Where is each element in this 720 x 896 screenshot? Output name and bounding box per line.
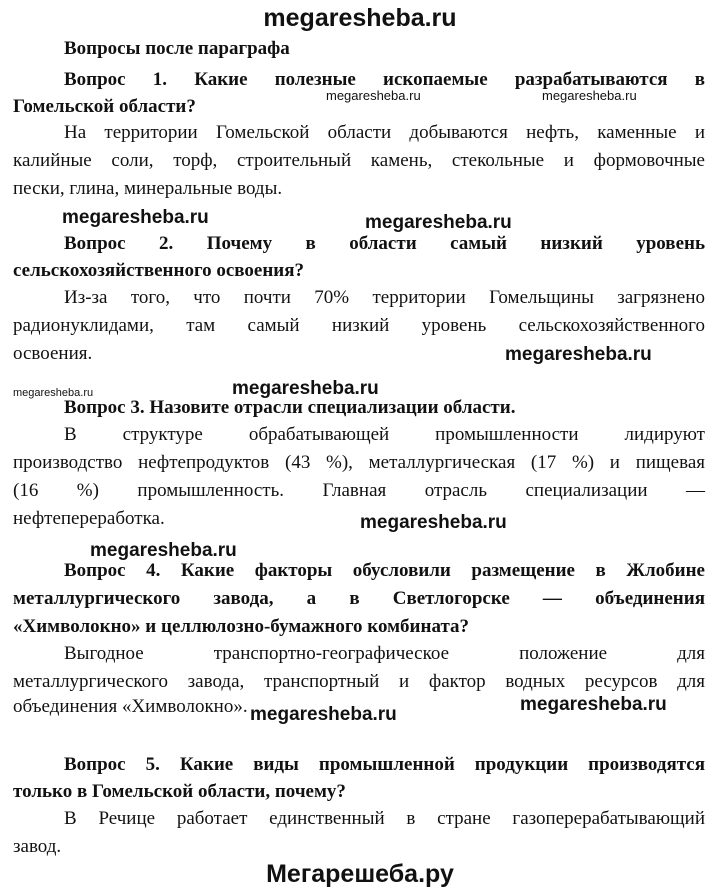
- answer-5-line-1: В Речице работает единственный в стране газоперерабатывающий: [64, 808, 705, 829]
- watermark: megaresheba.ru: [520, 694, 667, 715]
- question-1-line-2: Гомельской области?: [13, 96, 196, 117]
- answer-1-line-2: калийные соли, торф, строительный камень, стекольные и формовочные: [13, 150, 705, 171]
- question-4-line-2: металлургического завода, а в Светлогорске — объединения: [13, 588, 705, 609]
- section-title: Вопросы после параграфа: [64, 38, 290, 59]
- watermark: megaresheba.ru: [232, 378, 379, 399]
- watermark: megaresheba.ru: [365, 212, 512, 233]
- answer-2-line-3: освоения.: [13, 343, 93, 364]
- answer-5-line-2: завод.: [13, 836, 62, 857]
- question-3-line-1: Вопрос 3. Назовите отрасли специализации области.: [64, 397, 516, 418]
- watermark: megaresheba.ru: [542, 88, 637, 103]
- answer-1-line-1: На территории Гомельской области добываются нефть, каменные и: [64, 122, 705, 143]
- answer-3-line-2: производство нефтепродуктов (43 %), металлургическая (17 %) и пищевая: [13, 452, 705, 473]
- answer-4-line-2: металлургического завода, транспортный и фактор водных ресурсов для: [13, 671, 705, 692]
- watermark: megaresheba.ru: [62, 207, 209, 228]
- answer-4-line-1: Выгодное транспортно-географическое положение для: [64, 643, 705, 664]
- answer-4-line-3: объединения «Химволокно».: [13, 696, 248, 717]
- answer-2-line-2: радионуклидами, там самый низкий уровень сельскохозяйственного: [13, 315, 705, 336]
- question-2-line-2: сельскохозяйственного освоения?: [13, 260, 305, 281]
- question-5-line-2: только в Гомельской области, почему?: [13, 781, 346, 802]
- question-4-line-3: «Химволокно» и целлюлозно-бумажного комбината?: [13, 616, 470, 637]
- answer-2-line-1: Из-за того, что почти 70% территории Гомельщины загрязнено: [64, 287, 705, 308]
- answer-3-line-1: В структуре обрабатывающей промышленности лидируют: [64, 424, 705, 445]
- answer-3-line-3: (16 %) промышленность. Главная отрасль специализации —: [13, 480, 705, 501]
- watermark: megaresheba.ru: [13, 387, 94, 399]
- watermark: megaresheba.ru: [326, 88, 421, 103]
- answer-1-line-3: пески, глина, минеральные воды.: [13, 178, 283, 199]
- watermark: megaresheba.ru: [90, 540, 237, 561]
- question-1-line-1: Вопрос 1. Какие полезные ископаемые разрабатываются в: [64, 69, 705, 90]
- site-footer: Мегарешеба.ру: [266, 860, 454, 888]
- watermark: megaresheba.ru: [360, 512, 507, 533]
- question-2-line-1: Вопрос 2. Почему в области самый низкий уровень: [64, 233, 705, 254]
- question-5-line-1: Вопрос 5. Какие виды промышленной продукции производятся: [64, 754, 705, 775]
- watermark: megaresheba.ru: [505, 344, 652, 365]
- question-4-line-1: Вопрос 4. Какие факторы обусловили размещение в Жлобине: [64, 560, 705, 581]
- site-header: megaresheba.ru: [263, 4, 457, 32]
- answer-3-line-4: нефтепереработка.: [13, 508, 165, 529]
- watermark: megaresheba.ru: [250, 704, 397, 725]
